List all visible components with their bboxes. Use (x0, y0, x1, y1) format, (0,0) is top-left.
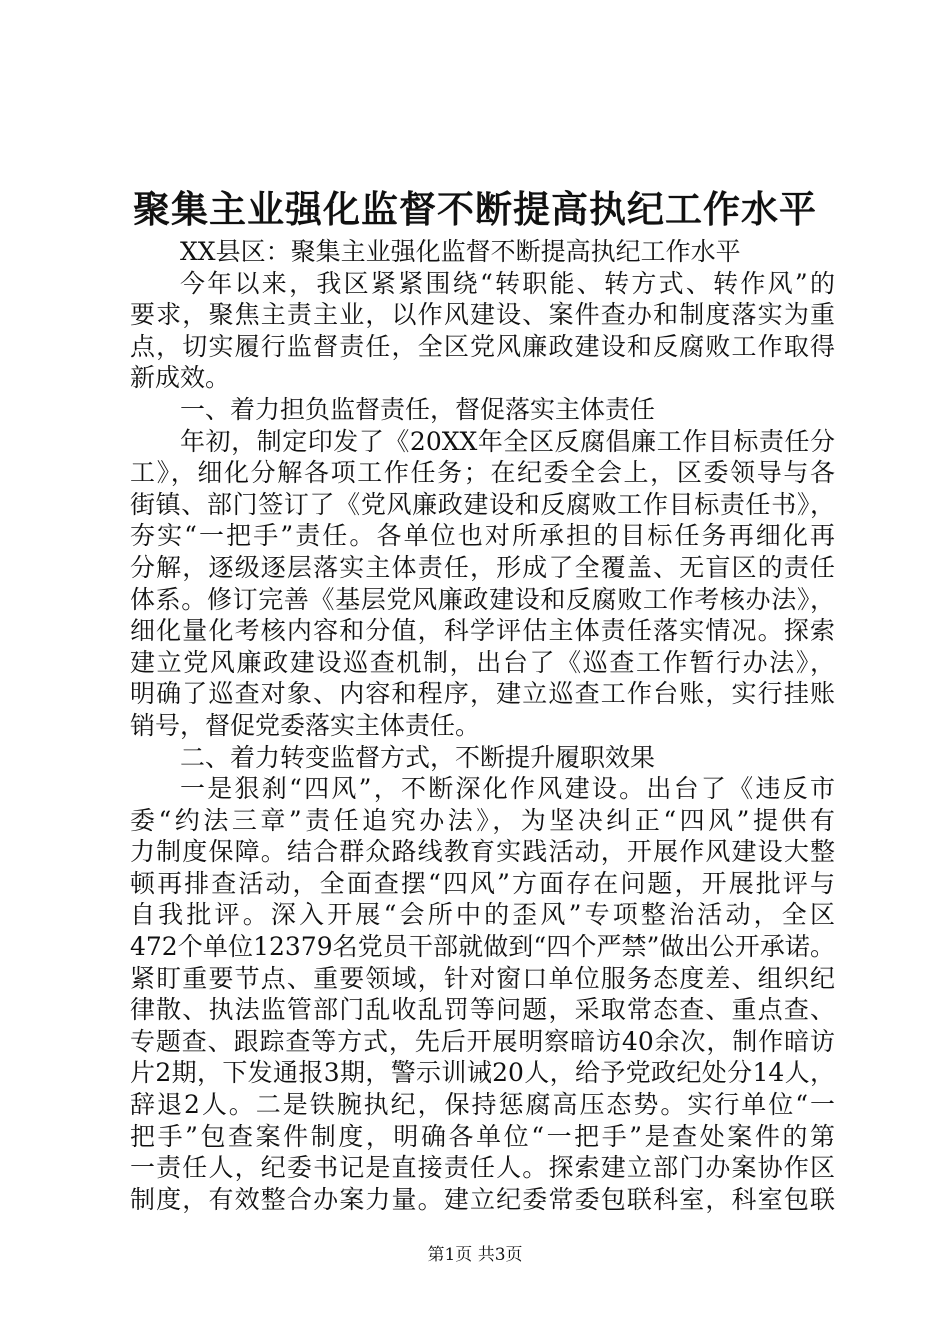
paragraph-line: 专题查、跟踪查等方式，先后开展明察暗访40余次，制作暗访 (130, 1026, 835, 1056)
document-title: 聚集主业强化监督不断提高执纪工作水平 (133, 188, 817, 231)
paragraph-line: 明确了巡查对象、内容和程序，建立巡查工作台账，实行挂账 (130, 679, 835, 709)
paragraph-line: 销号，督促党委落实主体责任。 (130, 710, 481, 740)
paragraph-line: 片2期，下发通报3期，警示训诫20人，给予党政纪处分14人， (130, 1058, 835, 1088)
paragraph-line: 力制度保障。结合群众路线教育实践活动，开展作风建设大整 (130, 837, 835, 867)
paragraph-line: 辞退2人。二是铁腕执纪，保持惩腐高压态势。实行单位“一 (130, 1090, 835, 1120)
paragraph-line: 委“约法三章”责任追究办法》，为坚决纠正“四风”提供有 (130, 805, 835, 835)
paragraph-line: 自我批评。深入开展“会所中的歪风”专项整治活动，全区 (130, 900, 835, 930)
paragraph-line: 制度，有效整合办案力量。建立纪委常委包联科室，科室包联 (130, 1184, 835, 1214)
paragraph-line: 年初，制定印发了《20XX年全区反腐倡廉工作目标责任分 (180, 426, 835, 456)
subtitle-line: XX县区：聚集主业强化监督不断提高执纪工作水平 (180, 237, 741, 266)
paragraph-line: 建立党风廉政建设巡查机制，出台了《巡查工作暂行办法》， (130, 647, 835, 677)
paragraph-line: 新成效。 (130, 363, 231, 393)
paragraph-line: 顿再排查活动，全面查摆“四风”方面存在问题，开展批评与 (130, 868, 835, 898)
paragraph-line: 要求，聚焦主责主业，以作风建设、案件查办和制度落实为重 (130, 300, 835, 330)
paragraph-line: 夯实“一把手”责任。各单位也对所承担的目标任务再细化再 (130, 521, 835, 551)
paragraph-line: 工》，细化分解各项工作任务；在纪委全会上，区委领导与各 (130, 458, 835, 488)
section-heading: 二、着力转变监督方式，不断提升履职效果 (180, 742, 656, 772)
paragraph-line: 分解，逐级逐层落实主体责任，形成了全覆盖、无盲区的责任 (130, 552, 835, 582)
page-number: 第1页 共3页 (427, 1245, 523, 1265)
paragraph-line: 把手”包查案件制度，明确各单位“一把手”是查处案件的第 (130, 1121, 835, 1151)
paragraph-line: 一责任人，纪委书记是直接责任人。探索建立部门办案协作区 (130, 1153, 835, 1183)
paragraph-line: 律散、执法监管部门乱收乱罚等问题，采取常态查、重点查、 (130, 995, 835, 1025)
paragraph-line: 一是狠刹“四风”，不断深化作风建设。出台了《违反市 (180, 774, 835, 804)
paragraph-line: 细化量化考核内容和分值，科学评估主体责任落实情况。探索 (130, 616, 835, 646)
section-heading: 一、着力担负监督责任，督促落实主体责任 (180, 394, 656, 424)
paragraph-line: 体系。修订完善《基层党风廉政建设和反腐败工作考核办法》， (130, 584, 835, 614)
paragraph-line: 点，切实履行监督责任，全区党风廉政建设和反腐败工作取得 (130, 331, 835, 361)
document-body (130, 236, 835, 1215)
paragraph-line: 472个单位12379名党员干部就做到“四个严禁”做出公开承诺。 (130, 932, 835, 962)
paragraph-line: 紧盯重要节点、重要领域，针对窗口单位服务态度差、组织纪 (130, 963, 835, 993)
paragraph-line: 街镇、部门签订了《党风廉政建设和反腐败工作目标责任书》， (130, 489, 835, 519)
paragraph-line: 今年以来，我区紧紧围绕“转职能、转方式、转作风”的 (180, 268, 835, 298)
